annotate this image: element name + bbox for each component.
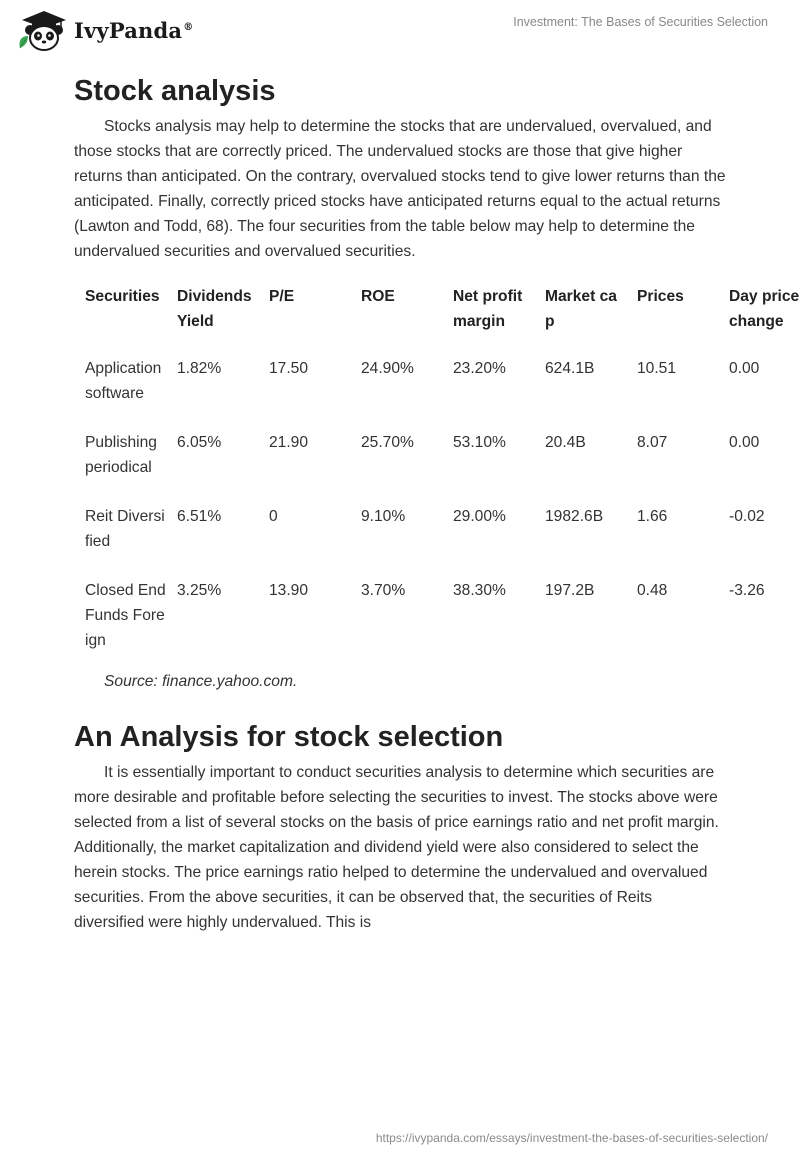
table-cell: 1982.6B [545, 508, 604, 525]
page-header [0, 0, 800, 60]
column-header: DividendsYield [177, 288, 252, 330]
table-cell: 6.51% [177, 508, 222, 525]
table-cell: Reit Diversified [85, 508, 165, 550]
table-cell: 25.70% [361, 434, 414, 451]
table-cell: 0.48 [637, 582, 668, 599]
table-cell: 24.90% [361, 360, 414, 377]
table-cell: 1.66 [637, 508, 668, 525]
ivypanda-logo[interactable] [16, 8, 193, 52]
section-heading-stock-analysis: Stock analysis [74, 75, 276, 107]
table-cell: 17.50 [269, 360, 309, 377]
table-cell: 6.05% [177, 434, 222, 451]
table-cell: 23.20% [453, 360, 506, 377]
table-cell: 38.30% [453, 582, 506, 599]
table-row [74, 422, 800, 496]
column-header: Securities [85, 288, 160, 305]
stock-selection-paragraph: It is essentially important to conduct securities analysis to determine which securities are more desirable and profitable before selecting the securities to invest. The stocks above were selected from a list of several stocks on the basis of price earnings ratio and net profit margin. Additionally, the market capitalization and dividend yield were also considered to select the herein stocks. The price earnings ratio helped to determine the undervalued and overvalued securities. From the above securities, it can be observed that, the securities of Reits diversified were highly undervalued. This is [74, 764, 719, 931]
column-header: Prices [637, 288, 684, 305]
table-cell: 9.10% [361, 508, 406, 525]
table-source-note: Source: finance.yahoo.com. [104, 673, 298, 690]
table-cell: 624.1B [545, 360, 595, 377]
table-cell: 53.10% [453, 434, 506, 451]
table-cell: 0.00 [729, 434, 760, 451]
table-cell: 3.70% [361, 582, 406, 599]
table-cell: Closed End Funds Foreign [85, 582, 166, 649]
table-row [74, 496, 800, 570]
table-header-row [74, 276, 800, 348]
table-cell: -3.26 [729, 582, 765, 599]
table-cell: 0.00 [729, 360, 760, 377]
table-cell: Publishing periodical [85, 434, 157, 476]
logo-text: IvyPanda® [74, 17, 194, 43]
table-cell: 3.25% [177, 582, 222, 599]
table-cell: Applicationsoftware [85, 360, 162, 402]
table-row [74, 570, 800, 669]
document-title: Investment: The Bases of Securities Selection [513, 15, 768, 29]
table-cell: 0 [269, 508, 278, 525]
column-header: Day price change [729, 288, 800, 330]
table-cell: 20.4B [545, 434, 586, 451]
table-cell: 29.00% [453, 508, 506, 525]
column-header: Market cap [545, 288, 617, 330]
section-heading-stock-selection: An Analysis for stock selection [74, 721, 504, 753]
table-cell: -0.02 [729, 508, 765, 525]
table-cell: 13.90 [269, 582, 309, 599]
table-cell: 8.07 [637, 434, 668, 451]
footer-url-link[interactable]: https://ivypanda.com/essays/investment-the-bases-of-securities-selection/ [375, 1131, 768, 1145]
column-header: ROE [361, 288, 395, 305]
article-content [74, 68, 800, 935]
panda-graduate-icon [16, 8, 68, 52]
securities-table [74, 276, 800, 669]
table-cell: 21.90 [269, 434, 309, 451]
stock-analysis-paragraph: Stocks analysis may help to determine the stocks that are undervalued, overvalued, and those stocks that are correctly priced. The undervalued stocks are those that give higher returns than anticipated. On the contrary, overvalued stocks tend to give lower returns than the anticipated. Finally, correctly priced stocks have anticipated returns equal to the actual returns (Lawton and Todd, 68). The four securities from the table below may help to determine the undervalued securities and overvalued securities. [74, 118, 726, 260]
table-cell: 1.82% [177, 360, 222, 377]
table-row [74, 348, 800, 422]
table-cell: 197.2B [545, 582, 595, 599]
table-cell: 10.51 [637, 360, 677, 377]
column-header: P/E [269, 288, 295, 305]
column-header: Net profit margin [453, 288, 523, 330]
